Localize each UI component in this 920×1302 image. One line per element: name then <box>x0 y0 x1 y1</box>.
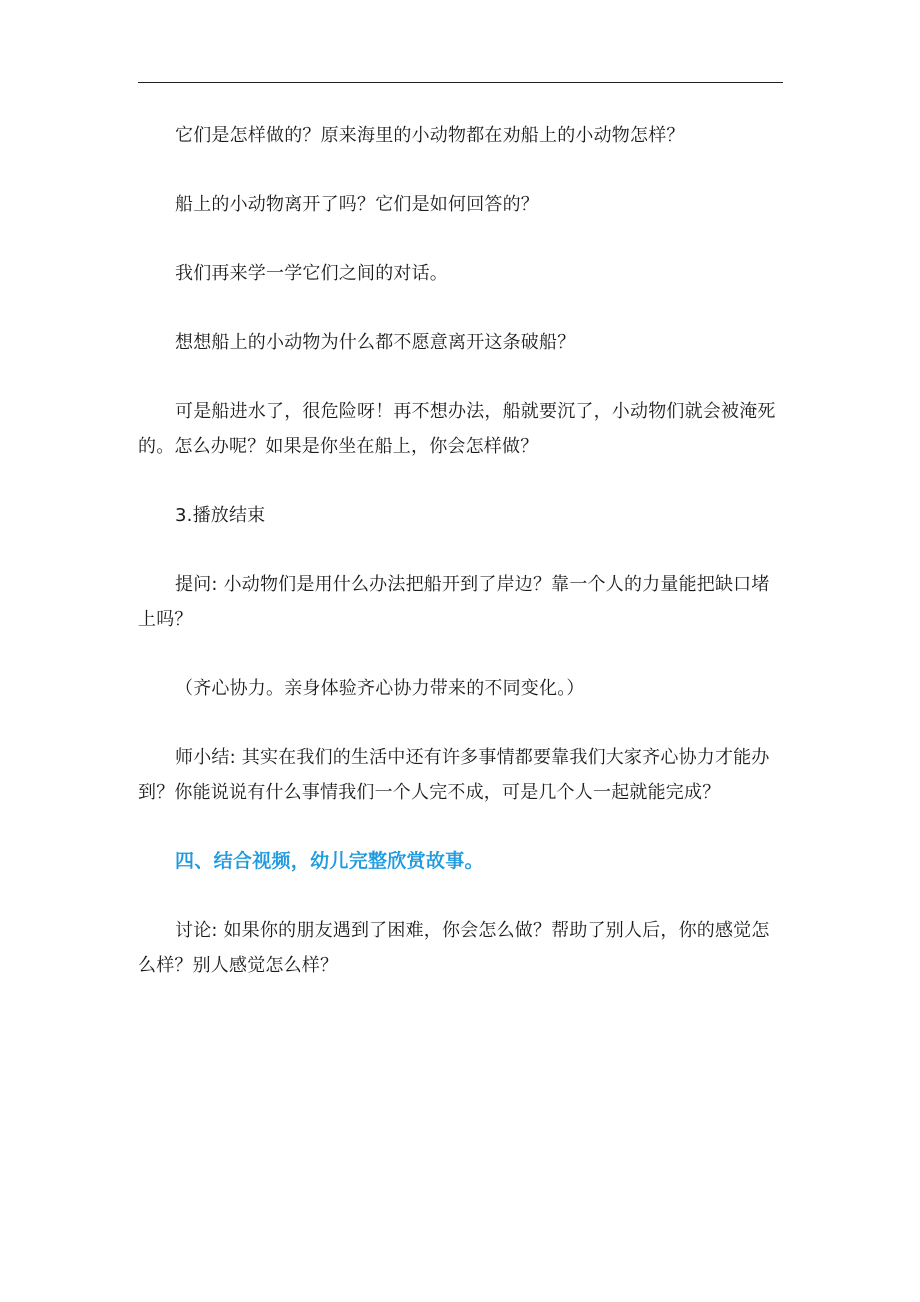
paragraph-9: 师小结: 其实在我们的生活中还有许多事情都要靠我们大家齐心协力才能办到？你能说说有什么事情我们一个人完不成，可是几个人一起就能完成？ <box>138 747 770 803</box>
paragraph-3: 我们再来学一学它们之间的对话。 <box>175 263 448 284</box>
header-rule <box>138 82 783 83</box>
paragraph-8: （齐心协力。亲身体验齐心协力带来的不同变化。） <box>175 678 585 699</box>
paragraph-1: 它们是怎样做的？原来海里的小动物都在劝船上的小动物怎样？ <box>175 125 685 146</box>
paragraph-2: 船上的小动物离开了吗？它们是如何回答的？ <box>175 194 539 215</box>
paragraph-10: 讨论: 如果你的朋友遇到了困难，你会怎么做？帮助了别人后，你的感觉怎么样？别人感觉怎么样？ <box>138 920 770 976</box>
paragraph-4: 想想船上的小动物为什么都不愿意离开这条破船？ <box>175 332 576 353</box>
paragraph-5: 可是船进水了，很危险呀！再不想办法，船就要沉了，小动物们就会被淹死的。怎么办呢？如果是你坐在船上，你会怎样做？ <box>138 401 776 457</box>
section-heading: 四、结合视频，幼儿完整欣赏故事。 <box>175 850 484 872</box>
document-body <box>138 118 783 983</box>
paragraph-6: 3.播放结束 <box>175 505 266 526</box>
paragraph-7: 提问: 小动物们是用什么办法把船开到了岸边？靠一个人的力量能把缺口堵上吗？ <box>138 574 770 630</box>
